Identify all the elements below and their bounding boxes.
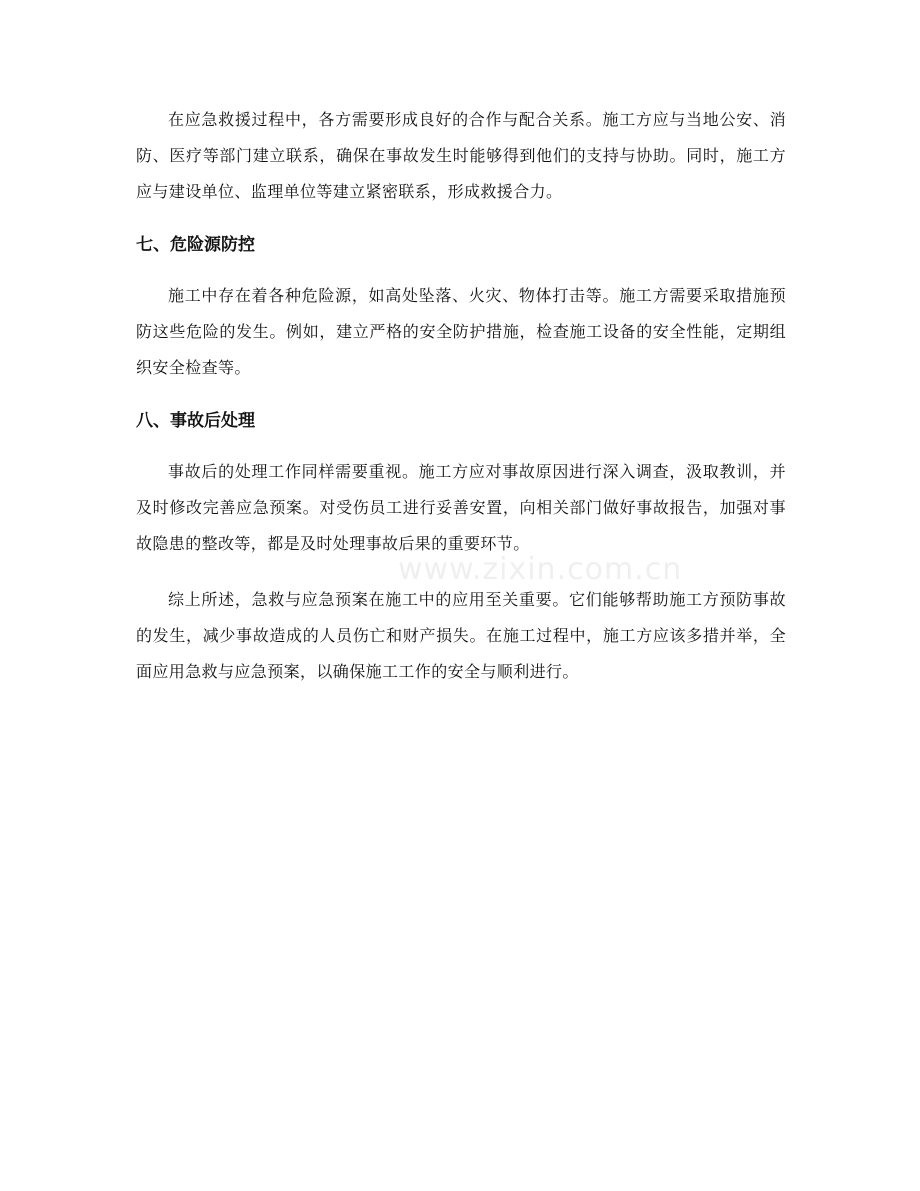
section-7-paragraph: 施工中存在着各种危险源，如高处坠落、火灾、物体打击等。施工方需要采取措施预防这些危险的发生。例如，建立严格的安全防护措施，检查施工设备的安全性能，定期组织安全检查等。 [136, 286, 786, 377]
section-8-paragraph: 事故后的处理工作同样需要重视。施工方应对事故原因进行深入调查，汲取教训，并及时修改完善应急预案。对受伤员工进行妥善安置，向相关部门做好事故报告，加强对事故隐患的整改等，都是及时处理事故后果的重要环节。 [136, 462, 786, 553]
section-7-heading: 七、危险源防控 [136, 235, 255, 255]
conclusion-paragraph: 综上所述，急救与应急预案在施工中的应用至关重要。它们能够帮助施工方预防事故的发生，减少事故造成的人员伤亡和财产损失。在施工过程中，施工方应该多措并举，全面应用急救与应急预案，以确保施工工作的安全与顺利进行。 [136, 590, 786, 681]
paragraph-cooperation: 在应急救援过程中，各方需要形成良好的合作与配合关系。施工方应与当地公安、消防、医疗等部门建立联系，确保在事故发生时能够得到他们的支持与协助。同时，施工方应与建设单位、监理单位等建立紧密联系，形成救援合力。 [136, 110, 786, 201]
section-8-heading: 八、事故后处理 [136, 411, 255, 431]
document-page [136, 102, 786, 710]
watermark-text: www.zixin.com.cn [398, 552, 683, 587]
